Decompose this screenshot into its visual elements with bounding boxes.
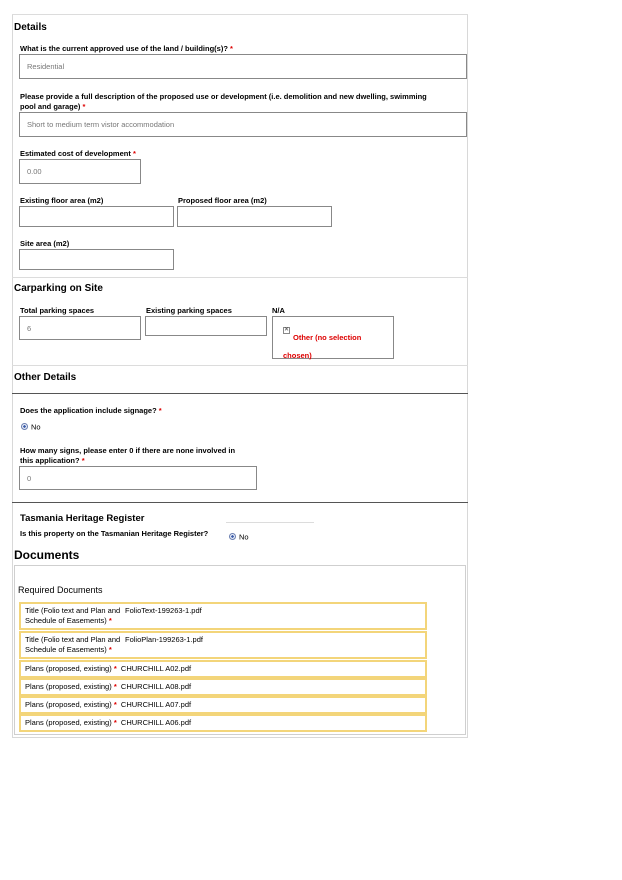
close-icon[interactable]: ✕ [284, 327, 290, 333]
document-file-link[interactable]: CHURCHILL A02.pdf [120, 664, 192, 673]
signage-label: Does the application include signage? * [20, 406, 162, 415]
existing-parking-label: Existing parking spaces [146, 306, 232, 315]
heritage-field-top [226, 522, 314, 523]
cost-value: 0.00 [27, 167, 42, 176]
carparking-divider [12, 277, 468, 278]
top-divider [12, 14, 468, 15]
signage-value: No [31, 422, 41, 432]
document-file-link[interactable]: FolioPlan-199263-1.pdf [125, 635, 203, 644]
na-label: N/A [272, 306, 285, 315]
document-type: Plans (proposed, existing) * [25, 664, 117, 673]
cost-input[interactable] [19, 159, 141, 184]
proposed-floor-input[interactable] [177, 206, 332, 227]
details-title: Details [14, 22, 47, 33]
description-label: Please provide a full description of the proposed use or development (i.e. demolition and new dwelling, swimming pool and garage) * [20, 92, 427, 111]
carparking-title: Carparking on Site [14, 283, 103, 294]
total-parking-input[interactable] [19, 316, 141, 340]
na-option-line1: Other (no selection [293, 333, 362, 342]
site-area-input[interactable] [19, 249, 174, 270]
na-box[interactable] [272, 316, 394, 359]
document-row[interactable] [19, 631, 427, 659]
document-type: Plans (proposed, existing) * [25, 718, 117, 727]
heritage-rule [12, 502, 468, 503]
document-row[interactable] [19, 714, 427, 732]
signage-radio[interactable] [21, 418, 41, 436]
description-value: Short to medium term vistor accommodation [27, 120, 175, 129]
document-row[interactable] [19, 660, 427, 678]
other-details-title: Other Details [14, 372, 77, 383]
document-file-link[interactable]: CHURCHILL A06.pdf [120, 718, 192, 727]
existing-floor-label: Existing floor area (m2) [20, 196, 104, 205]
signs-count-label: How many signs, please enter 0 if there are none involved in this application? * [20, 446, 236, 465]
documents-title: Documents [14, 548, 80, 562]
document-type: Plans (proposed, existing) * [25, 682, 117, 691]
total-parking-label: Total parking spaces [20, 306, 95, 315]
approved-use-label: What is the current approved use of the land / building(s)? * [20, 44, 233, 53]
other-details-rule [12, 393, 468, 394]
heritage-question: Is this property on the Tasmanian Heritage Register? [20, 529, 209, 538]
total-parking-value: 6 [27, 323, 32, 333]
site-area-label: Site area (m2) [20, 239, 70, 248]
document-row[interactable] [19, 696, 427, 714]
heritage-title: Tasmania Heritage Register [20, 513, 145, 524]
existing-parking-input[interactable] [145, 316, 267, 336]
radio-selected-icon[interactable] [21, 423, 28, 430]
radio-selected-icon[interactable] [229, 533, 236, 540]
document-type: Plans (proposed, existing) * [25, 700, 117, 709]
approved-use-value: Residential [27, 62, 65, 71]
document-type: Title (Folio text and Plan and Schedule of Easements) * [25, 606, 121, 625]
document-row[interactable] [19, 602, 427, 630]
description-input[interactable] [19, 112, 467, 137]
document-file-link[interactable]: CHURCHILL A07.pdf [120, 700, 192, 709]
proposed-floor-label: Proposed floor area (m2) [178, 196, 267, 205]
required-documents-title: Required Documents [18, 585, 103, 595]
cost-label: Estimated cost of development * [20, 149, 136, 158]
heritage-radio[interactable] [229, 528, 249, 546]
document-row[interactable] [19, 678, 427, 696]
signs-count-input[interactable] [19, 466, 257, 490]
document-type: Title (Folio text and Plan and Schedule of Easements) * [25, 635, 121, 654]
approved-use-input[interactable] [19, 54, 467, 79]
other-divider [12, 365, 468, 366]
heritage-value: No [239, 532, 249, 542]
document-file-link[interactable]: CHURCHILL A08.pdf [120, 682, 192, 691]
document-file-link[interactable]: FolioText-199263-1.pdf [125, 606, 202, 615]
na-option-line2: chosen) [283, 351, 312, 360]
existing-floor-input[interactable] [19, 206, 174, 227]
signs-count-value: 0 [27, 473, 32, 483]
